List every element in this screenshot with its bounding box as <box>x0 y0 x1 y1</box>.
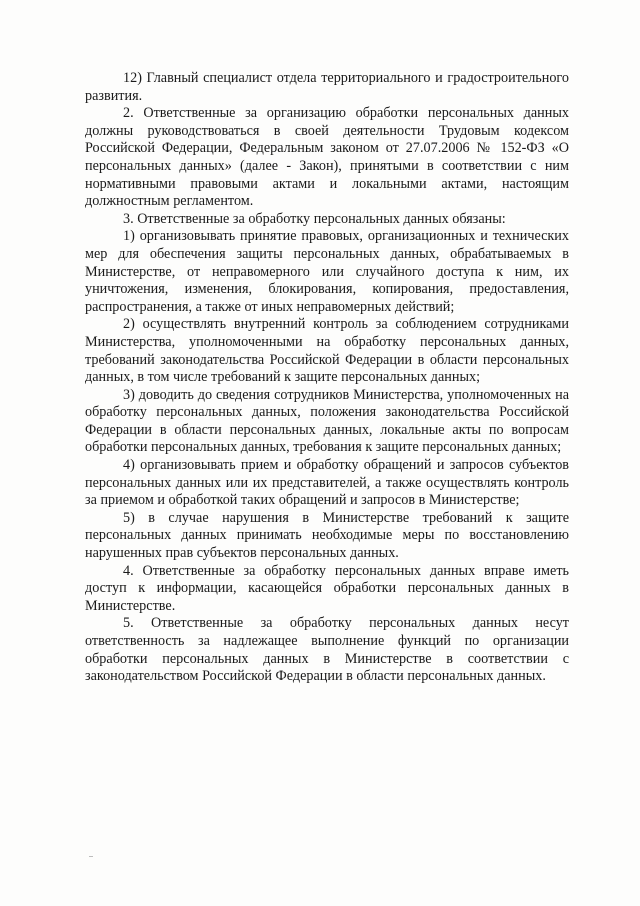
paragraph-duty-4: 4) организовывать прием и обработку обращений и запросов субъектов персональных данных или их представителей, а также осуществлять контроль за приемом и обработкой таких обращений и запросов в Министерстве; <box>85 457 569 509</box>
paragraph-duty-2: 2) осуществлять внутренний контроль за соблюдением сотрудниками Министерства, уполномоченными на обработку персональных данных, требований законодательства Российской Федерации в области персональных данных, в том числе требований к защите персональных данных; <box>85 316 569 386</box>
document-body <box>85 70 569 686</box>
paragraph-section-3: 3. Ответственные за обработку персональных данных обязаны: <box>123 210 506 227</box>
paragraph-duty-1: 1) организовывать принятие правовых, организационных и технических мер для обеспечения защиты персональных данных, обрабатываемых в Министерстве, от неправомерного или случайного доступа к ним, их уничтожения, изменения, блокирования, копирования, предоставления, распространения, а также от иных неправомерных действий; <box>85 228 569 315</box>
paragraph-section-5: 5. Ответственные за обработку персональных данных несут ответственность за надлежащее выполнение функций по организации обработки персональных данных в Министерстве в соответствии с законодательством Российской Федерации в области персональных данных. <box>85 615 569 685</box>
scan-mark <box>89 856 93 857</box>
paragraph-section-4: 4. Ответственные за обработку персональных данных вправе иметь доступ к информации, касающейся обработки персональных данных в Министерстве. <box>85 562 569 614</box>
paragraph-section-2: 2. Ответственные за организацию обработки персональных данных должны руководствоваться в своей деятельности Трудовым кодексом Российской Федерации, Федеральным законом от 27.07.2006 № 152-ФЗ «О персональных данных» (далее - Закон), принятыми в соответствии с ним нормативными правовыми актами и локальными актами, настоящим должностным регламентом. <box>85 105 569 210</box>
paragraph-duty-3: 3) доводить до сведения сотрудников Министерства, уполномоченных на обработку персональных данных, положения законодательства Российской Федерации в области персональных данных, локальные акты по вопросам обработки персональных данных, требования к защите персональных данных; <box>85 386 569 456</box>
paragraph-duty-5: 5) в случае нарушения в Министерстве требований к защите персональных данных принимать необходимые меры по восстановлению нарушенных прав субъектов персональных данных. <box>85 509 569 562</box>
paragraph-item-12: 12) Главный специалист отдела территориального и градостроительного развития. <box>85 70 569 104</box>
